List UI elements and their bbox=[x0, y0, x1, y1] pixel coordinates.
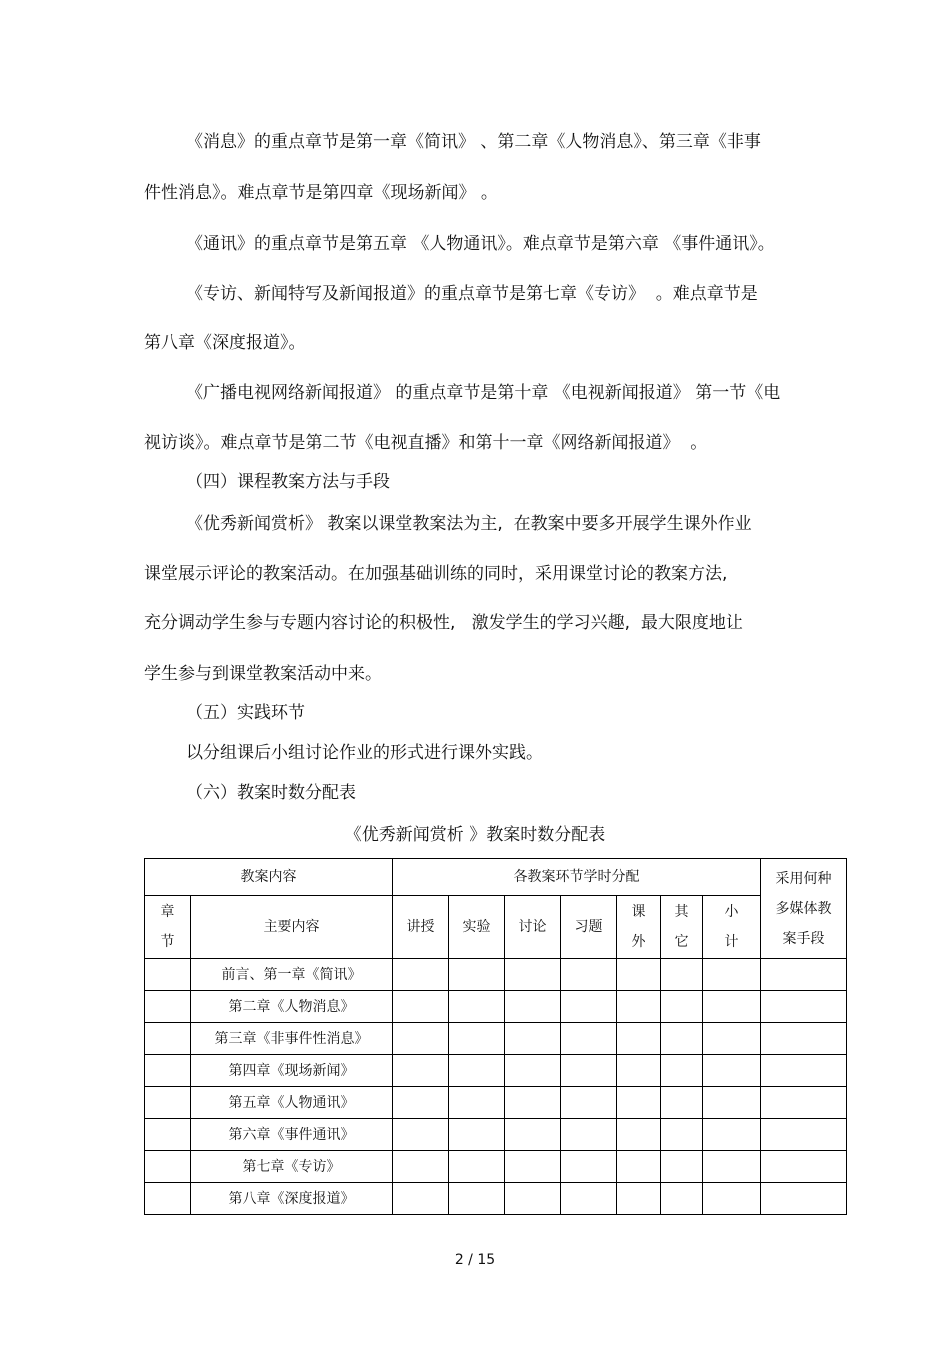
header-other-line: 其 bbox=[674, 904, 689, 920]
header-chapter bbox=[145, 896, 191, 959]
paragraph-line-4: 《专访、新闻特写及新闻报道》的重点章节是第七章《专访》 。难点章节是 bbox=[186, 284, 758, 304]
cell-empty bbox=[561, 1151, 617, 1183]
cell-empty bbox=[449, 959, 505, 991]
page-number: 2 / 15 bbox=[454, 1252, 496, 1268]
cell-empty bbox=[617, 1119, 661, 1151]
cell-empty bbox=[761, 1119, 847, 1151]
cell-main-content: 第七章《专访》 bbox=[191, 1151, 393, 1183]
cell-empty bbox=[505, 959, 561, 991]
cell-empty bbox=[661, 1055, 703, 1087]
cell-empty bbox=[703, 1183, 761, 1215]
cell-empty bbox=[617, 1087, 661, 1119]
cell-empty bbox=[761, 1023, 847, 1055]
section-heading-6: （六）教案时数分配表 bbox=[186, 783, 356, 803]
cell-chapter bbox=[145, 991, 191, 1023]
paragraph-line-6: 《广播电视网络新闻报道》 的重点章节是第十章 《电视新闻报道》 第一节《电 bbox=[186, 383, 781, 403]
cell-empty bbox=[505, 1151, 561, 1183]
table-row bbox=[145, 1087, 847, 1119]
cell-chapter bbox=[145, 1087, 191, 1119]
table-row bbox=[145, 1023, 847, 1055]
cell-empty bbox=[449, 1023, 505, 1055]
cell-chapter bbox=[145, 1151, 191, 1183]
paragraph-line-10: 充分调动学生参与专题内容讨论的积极性, 激发学生的学习兴趣, 最大限度地让 bbox=[144, 613, 743, 633]
cell-empty bbox=[561, 1055, 617, 1087]
cell-empty bbox=[393, 1119, 449, 1151]
cell-empty bbox=[617, 1151, 661, 1183]
cell-empty bbox=[393, 959, 449, 991]
header-extracurricular bbox=[617, 896, 661, 959]
cell-empty bbox=[561, 1119, 617, 1151]
cell-empty bbox=[505, 1119, 561, 1151]
cell-empty bbox=[761, 1087, 847, 1119]
table-row bbox=[145, 1183, 847, 1215]
cell-empty bbox=[449, 991, 505, 1023]
paragraph-line-12: 以分组课后小组讨论作业的形式进行课外实践。 bbox=[186, 743, 543, 763]
cell-empty bbox=[617, 1023, 661, 1055]
cell-empty bbox=[703, 1151, 761, 1183]
header-media-line: 多媒体教 bbox=[775, 900, 832, 917]
cell-empty bbox=[449, 1183, 505, 1215]
cell-empty bbox=[505, 1183, 561, 1215]
cell-empty bbox=[617, 991, 661, 1023]
cell-empty bbox=[761, 1055, 847, 1087]
section-heading-5: （五）实践环节 bbox=[186, 703, 305, 723]
paragraph-line-7: 视访谈》。难点章节是第二节《电视直播》和第十一章《网络新闻报道》 。 bbox=[144, 433, 708, 453]
cell-empty bbox=[703, 959, 761, 991]
paragraph-line-2: 件性消息》。难点章节是第四章《现场新闻》 。 bbox=[144, 183, 498, 203]
cell-empty bbox=[393, 991, 449, 1023]
paragraph-line-11: 学生参与到课堂教案活动中来。 bbox=[144, 664, 382, 684]
header-content: 教案内容 bbox=[145, 859, 393, 896]
cell-empty bbox=[561, 991, 617, 1023]
table-row bbox=[145, 991, 847, 1023]
cell-main-content: 前言、第一章《简讯》 bbox=[191, 959, 393, 991]
cell-empty bbox=[703, 1055, 761, 1087]
paragraph-line-1: 《消息》的重点章节是第一章《简讯》 、第二章《人物消息》、第三章《非事 bbox=[186, 132, 761, 152]
cell-empty bbox=[449, 1151, 505, 1183]
cell-empty bbox=[661, 959, 703, 991]
header-chapter-line: 章 bbox=[160, 904, 175, 920]
cell-empty bbox=[703, 1023, 761, 1055]
cell-main-content: 第三章《非事件性消息》 bbox=[191, 1023, 393, 1055]
cell-main-content: 第四章《现场新闻》 bbox=[191, 1055, 393, 1087]
cell-empty bbox=[561, 1087, 617, 1119]
cell-empty bbox=[617, 1055, 661, 1087]
cell-empty bbox=[761, 991, 847, 1023]
paragraph-line-9: 课堂展示评论的教案活动。在加强基础训练的同时，采用课堂讨论的教案方法, bbox=[144, 564, 728, 584]
paragraph-line-8: 《优秀新闻赏析》 教案以课堂教案法为主, 在教案中要多开展学生课外作业 bbox=[186, 514, 752, 534]
cell-empty bbox=[561, 1183, 617, 1215]
cell-chapter bbox=[145, 959, 191, 991]
cell-empty bbox=[393, 1087, 449, 1119]
header-subtotal-line: 计 bbox=[724, 934, 739, 950]
cell-main-content: 第八章《深度报道》 bbox=[191, 1183, 393, 1215]
cell-empty bbox=[703, 1087, 761, 1119]
header-media bbox=[761, 859, 847, 959]
header-extracurricular-line: 外 bbox=[631, 934, 646, 950]
header-main-content: 主要内容 bbox=[191, 896, 393, 959]
table-row bbox=[145, 1055, 847, 1087]
header-other-line: 它 bbox=[674, 934, 689, 950]
cell-empty bbox=[661, 1151, 703, 1183]
cell-empty bbox=[393, 1055, 449, 1087]
table-row bbox=[145, 1151, 847, 1183]
cell-chapter bbox=[145, 1183, 191, 1215]
cell-empty bbox=[661, 991, 703, 1023]
cell-empty bbox=[393, 1151, 449, 1183]
cell-empty bbox=[449, 1055, 505, 1087]
cell-main-content: 第二章《人物消息》 bbox=[191, 991, 393, 1023]
table-row bbox=[145, 959, 847, 991]
cell-empty bbox=[505, 1055, 561, 1087]
cell-empty bbox=[505, 991, 561, 1023]
header-subtotal-line: 小 bbox=[724, 904, 739, 920]
cell-empty bbox=[761, 1151, 847, 1183]
cell-empty bbox=[505, 1023, 561, 1055]
header-media-line: 采用何种 bbox=[775, 870, 832, 887]
table-caption: 《优秀新闻赏析 》教案时数分配表 bbox=[344, 825, 606, 845]
header-discussion: 讨论 bbox=[505, 896, 561, 959]
header-extracurricular-line: 课 bbox=[631, 904, 646, 920]
cell-empty bbox=[449, 1087, 505, 1119]
header-subtotal bbox=[703, 896, 761, 959]
cell-empty bbox=[703, 1119, 761, 1151]
cell-empty bbox=[661, 1183, 703, 1215]
header-experiment: 实验 bbox=[449, 896, 505, 959]
section-heading-4: （四）课程教案方法与手段 bbox=[186, 472, 390, 492]
cell-empty bbox=[661, 1023, 703, 1055]
cell-main-content: 第六章《事件通讯》 bbox=[191, 1119, 393, 1151]
cell-empty bbox=[393, 1183, 449, 1215]
cell-empty bbox=[661, 1119, 703, 1151]
hours-allocation-table bbox=[144, 858, 847, 1215]
header-exercise: 习题 bbox=[561, 896, 617, 959]
cell-empty bbox=[561, 959, 617, 991]
cell-empty bbox=[393, 1023, 449, 1055]
header-media-line: 案手段 bbox=[782, 930, 825, 947]
header-lecture: 讲授 bbox=[393, 896, 449, 959]
cell-main-content: 第五章《人物通讯》 bbox=[191, 1087, 393, 1119]
cell-empty bbox=[761, 959, 847, 991]
cell-chapter bbox=[145, 1119, 191, 1151]
cell-empty bbox=[661, 1087, 703, 1119]
cell-empty bbox=[449, 1119, 505, 1151]
cell-chapter bbox=[145, 1023, 191, 1055]
header-allocation: 各教案环节学时分配 bbox=[393, 859, 761, 896]
cell-empty bbox=[561, 1023, 617, 1055]
header-other bbox=[661, 896, 703, 959]
cell-empty bbox=[761, 1183, 847, 1215]
cell-empty bbox=[703, 991, 761, 1023]
paragraph-line-3: 《通讯》的重点章节是第五章 《人物通讯》。难点章节是第六章 《事件通讯》。 bbox=[186, 234, 775, 254]
cell-empty bbox=[617, 959, 661, 991]
paragraph-line-5: 第八章《深度报道》。 bbox=[144, 333, 306, 353]
cell-chapter bbox=[145, 1055, 191, 1087]
table-row bbox=[145, 1119, 847, 1151]
header-chapter-line: 节 bbox=[160, 934, 175, 950]
cell-empty bbox=[617, 1183, 661, 1215]
cell-empty bbox=[505, 1087, 561, 1119]
